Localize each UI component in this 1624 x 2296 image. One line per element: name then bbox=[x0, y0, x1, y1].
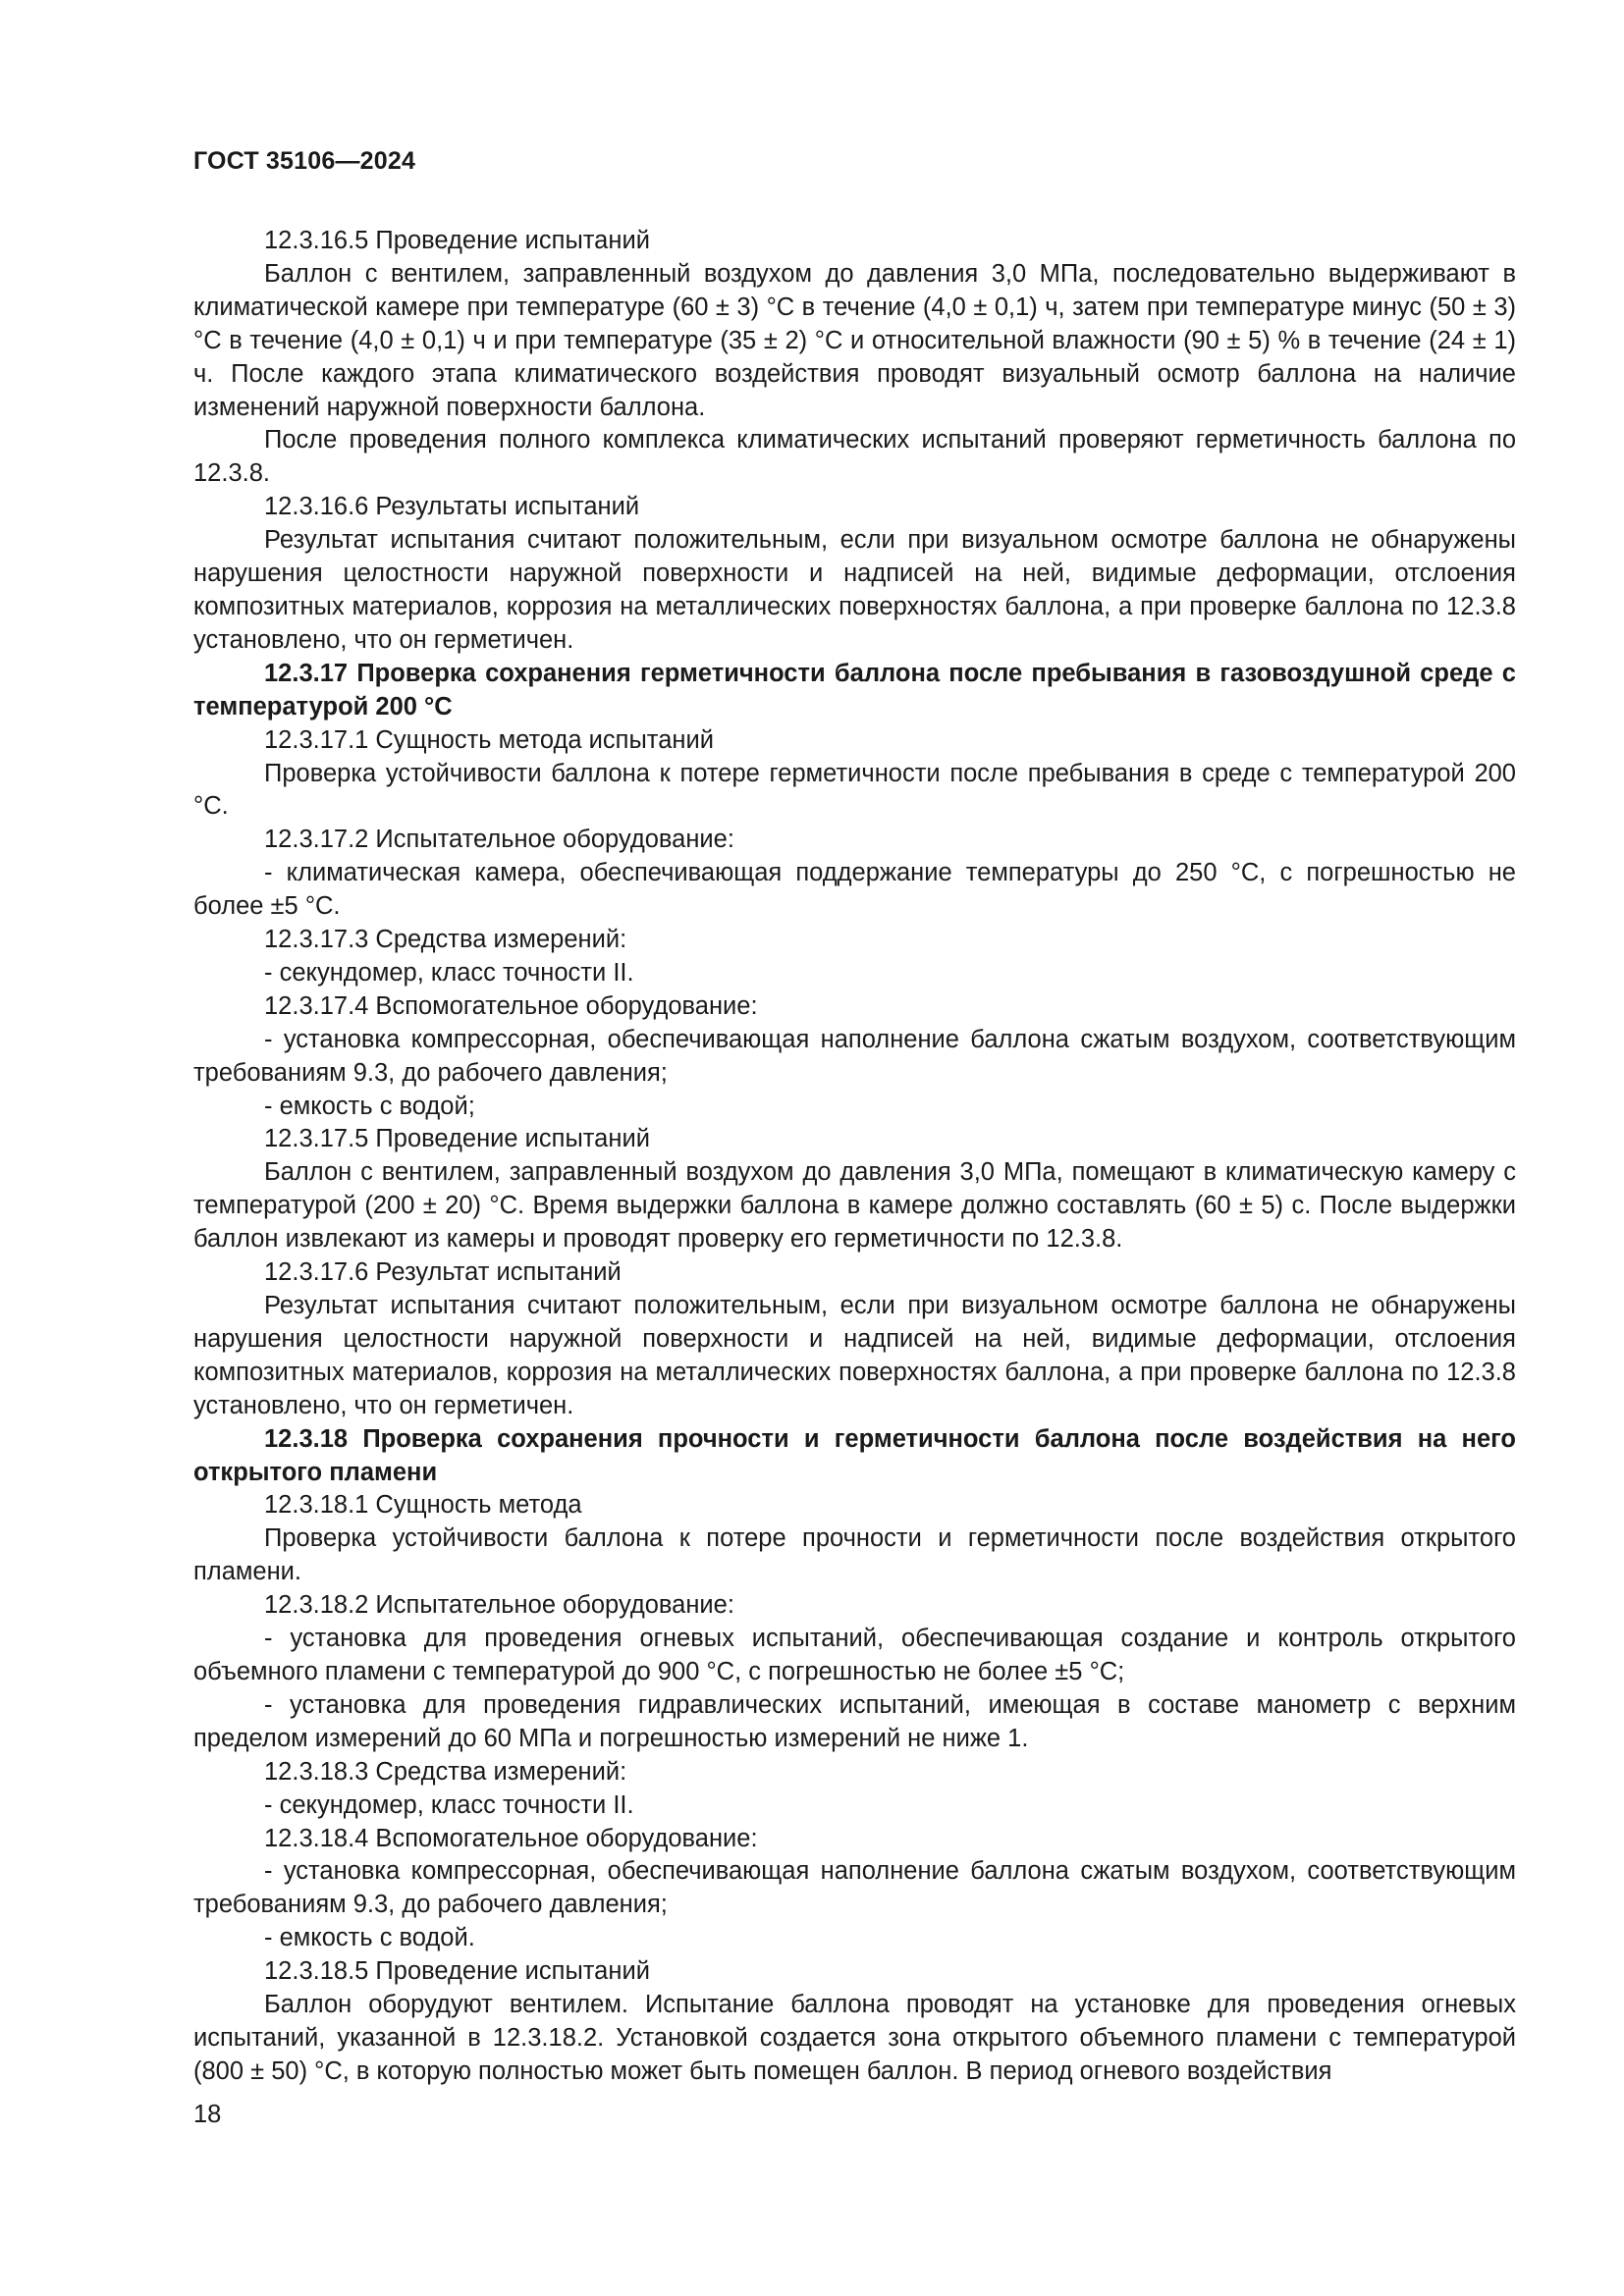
paragraph: 12.3.17.6 Результат испытаний bbox=[264, 1258, 622, 1287]
document-body bbox=[193, 225, 1516, 2089]
paragraph: После проведения полного комплекса климатических испытаний проверяют герметичность баллона по 12.3.8. bbox=[193, 426, 1516, 488]
section-heading: 12.3.17 Проверка сохранения герметичности баллона после пребывания в газовоздушной среде с температурой 200 °С bbox=[193, 659, 1516, 721]
paragraph: 12.3.17.5 Проведение испытаний bbox=[264, 1125, 650, 1153]
paragraph: 12.3.18.3 Средства измерений: bbox=[264, 1757, 627, 1786]
paragraph: 12.3.18.1 Сущность метода bbox=[264, 1491, 582, 1520]
paragraph: Проверка устойчивости баллона к потере прочности и герметичности после воздействия открытого пламени. bbox=[193, 1524, 1516, 1586]
paragraph: - установка для проведения огневых испытаний, обеспечивающая создание и контроль открытого объемного пламени с температурой до 900 °С, с погрешностью не более ±5 °С; bbox=[193, 1625, 1516, 1685]
paragraph: 12.3.17.2 Испытательное оборудование: bbox=[264, 826, 734, 854]
paragraph: - установка компрессорная, обеспечивающая наполнение баллона сжатым воздухом, соответствующим требованиям 9.3, до рабочего давления; bbox=[193, 1857, 1516, 1919]
paragraph: 12.3.17.3 Средства измерений: bbox=[264, 926, 627, 954]
paragraph: 12.3.18.5 Проведение испытаний bbox=[264, 1957, 650, 1986]
paragraph: 12.3.17.1 Сущность метода испытаний bbox=[264, 725, 714, 754]
document-code-header: ГОСТ 35106—2024 bbox=[193, 147, 416, 175]
paragraph: Результат испытания считают положительным, если при визуальном осмотре баллона не обнаружены нарушения целостности наружной поверхности и надписей на ней, видимые деформации, отслоения композитных материалов, коррозия на металлических поверхностях баллона, а при проверке баллона по 12.3.8 установлено, что он герметичен. bbox=[193, 526, 1516, 654]
paragraph: - секундомер, класс точности II. bbox=[264, 958, 634, 987]
paragraph: - секундомер, класс точности II. bbox=[264, 1790, 634, 1819]
paragraph: 12.3.16.5 Проведение испытаний bbox=[264, 227, 650, 254]
paragraph: 12.3.17.4 Вспомогательное оборудование: bbox=[264, 991, 758, 1020]
paragraph: Баллон оборудуют вентилем. Испытание баллона проводят на установке для проведения огневых испытаний, указанной в 12.3.18.2. Установкой создается зона открытого объемного пламени с температурой (800 ± 50) °С, в которую полностью может быть помещен баллон. В период огневого воздействия bbox=[193, 1991, 1516, 2085]
paragraph: - установка для проведения гидравлических испытаний, имеющая в составе манометр с верхним пределом измерений до 60 МПа и погрешностью измерений не ниже 1. bbox=[193, 1690, 1516, 1752]
paragraph: - климатическая камера, обеспечивающая поддержание температуры до 250 °С, с погрешностью не более ±5 °С. bbox=[193, 859, 1516, 921]
paragraph: Баллон с вентилем, заправленный воздухом до давления 3,0 МПа, помещают в климатическую камеру с температурой (200 ± 20) °С. Время выдержки баллона в камере должно составлять (60 ± 5) с. После выдержки баллон извлекают из камеры и проводят проверку его герметичности по 12.3.8. bbox=[193, 1158, 1516, 1254]
paragraph: Проверка устойчивости баллона к потере герметичности после пребывания в среде с температурой 200 °С. bbox=[193, 759, 1516, 821]
page-number: 18 bbox=[193, 2101, 222, 2128]
paragraph: - установка компрессорная, обеспечивающая наполнение баллона сжатым воздухом, соответствующим требованиям 9.3, до рабочего давления; bbox=[193, 1025, 1516, 1087]
paragraph: 12.3.16.6 Результаты испытаний bbox=[264, 493, 640, 521]
paragraph: 12.3.18.4 Вспомогательное оборудование: bbox=[264, 1824, 758, 1852]
paragraph: Результат испытания считают положительным, если при визуальном осмотре баллона не обнаружены нарушения целостности наружной поверхности и надписей на ней, видимые деформации, отслоения композитных материалов, коррозия на металлических поверхностях баллона, а при проверке баллона по 12.3.8 установлено, что он герметичен. bbox=[193, 1292, 1516, 1419]
paragraph: - емкость с водой. bbox=[264, 1924, 475, 1952]
section-heading: 12.3.18 Проверка сохранения прочности и герметичности баллона после воздействия на него открытого пламени bbox=[193, 1424, 1516, 1486]
paragraph: Баллон с вентилем, заправленный воздухом до давления 3,0 МПа, последовательно выдерживают в климатической камере при температуре (60 ± 3) °С в течение (4,0 ± 0,1) ч, затем при температуре минус (50 ± 3) °С в течение (4,0 ± 0,1) ч и при температуре (35 ± 2) °С и относительной влажности (90 ± 5) % в течение (24 ± 1) ч. После каждого этапа климатического воздействия проводят визуальный осмотр баллона на наличие изменений наружной поверхности баллона. bbox=[193, 259, 1516, 421]
paragraph: 12.3.18.2 Испытательное оборудование: bbox=[264, 1591, 734, 1620]
paragraph: - емкость с водой; bbox=[264, 1092, 475, 1120]
